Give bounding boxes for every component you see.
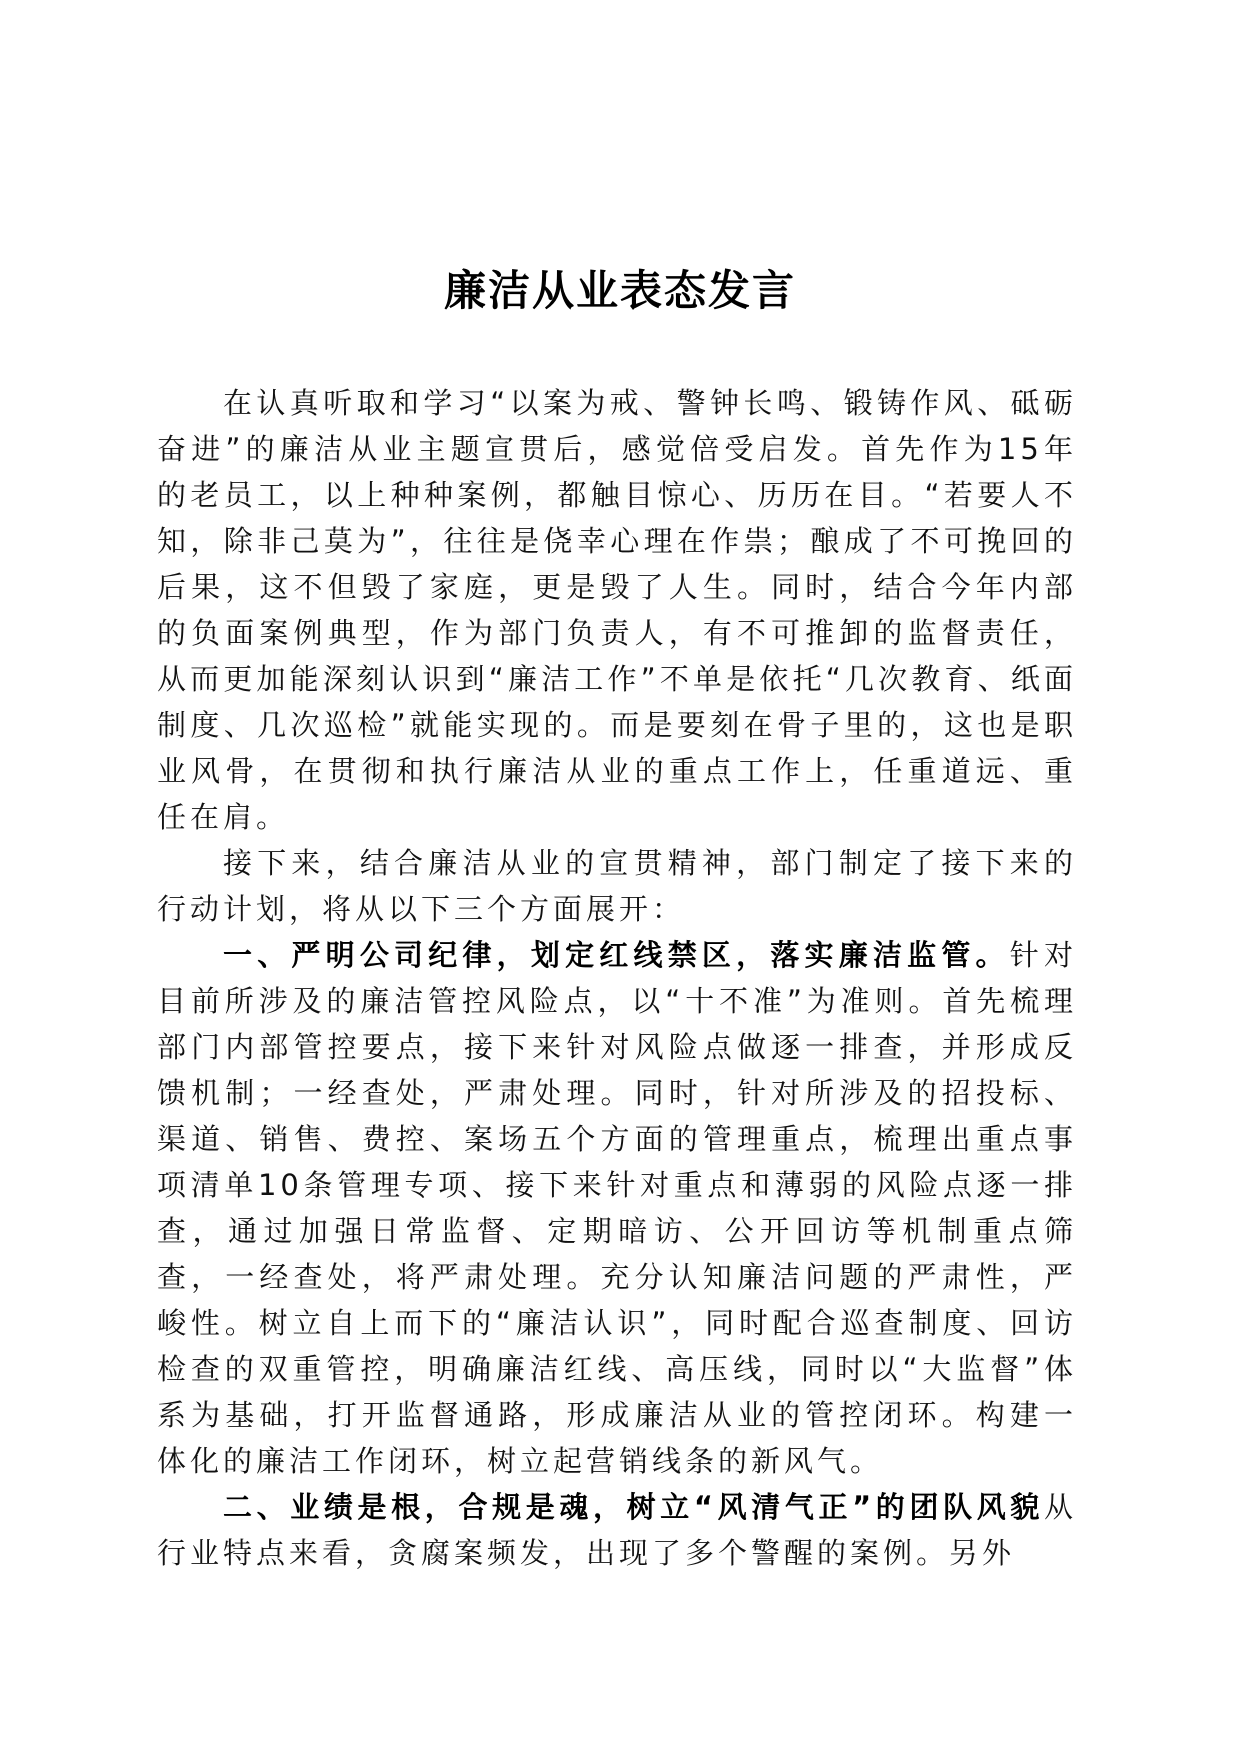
section-1-text: 针对目前所涉及的廉洁管控风险点，以“十不准”为准则。首先梳理部门内部管控要点，接下来针对风险点做逐一排查，并形成反馈机制；一经查处，严肃处理。同时，针对所涉及的招投标、渠道、销售、费控、案场五个方面的管理重点，梳理出重点事项清单10条管理专项、接下来针对重点和薄弱的风险点逐一排查，通过加强日常监督、定期暗访、公开回访等机制重点筛查，一经查处，将严肃处理。充分认知廉洁问题的严肃性，严峻性。树立自上而下的“廉洁认识”，同时配合巡查制度、回访检查的双重管控，明确廉洁红线、高压线，同时以“大监督”体系为基础，打开监督通路，形成廉洁从业的管控闭环。构建一体化的廉洁工作闭环，树立起营销线条的新风气。 xyxy=(157,938,1077,1478)
section-1-heading: 一、严明公司纪律，划定红线禁区，落实廉洁监管。 xyxy=(223,938,1010,972)
paragraph-plan: 接下来，结合廉洁从业的宣贯精神，部门制定了接下来的行动计划，将从以下三个方面展开： xyxy=(157,846,1077,926)
paragraph-section-1 xyxy=(157,932,1077,1484)
section-2-heading: 二、业绩是根，合规是魂，树立“风清气正”的团队风貌 xyxy=(223,1490,1044,1524)
document-body xyxy=(157,380,1077,1576)
paragraph-intro: 在认真听取和学习“以案为戒、警钟长鸣、锻铸作风、砥砺奋进”的廉洁从业主题宣贯后，感觉倍受启发。首先作为15年的老员工，以上种种案例，都触目惊心、历历在目。“若要人不知，除非己莫为”，往往是侥幸心理在作祟；酿成了不可挽回的后果，这不但毁了家庭，更是毁了人生。同时，结合今年内部的负面案例典型，作为部门负责人，有不可推卸的监督责任，从而更加能深刻认识到“廉洁工作”不单是依托“几次教育、纸面制度、几次巡检”就能实现的。而是要刻在骨子里的，这也是职业风骨，在贯彻和执行廉洁从业的重点工作上，任重道远、重任在肩。 xyxy=(157,386,1077,834)
paragraph-section-2 xyxy=(157,1484,1077,1576)
section-2-text: 从行业特点来看，贪腐案频发，出现了多个警醒的案例。另外 xyxy=(157,1490,1077,1570)
document-title: 廉洁从业表态发言 xyxy=(443,266,796,315)
